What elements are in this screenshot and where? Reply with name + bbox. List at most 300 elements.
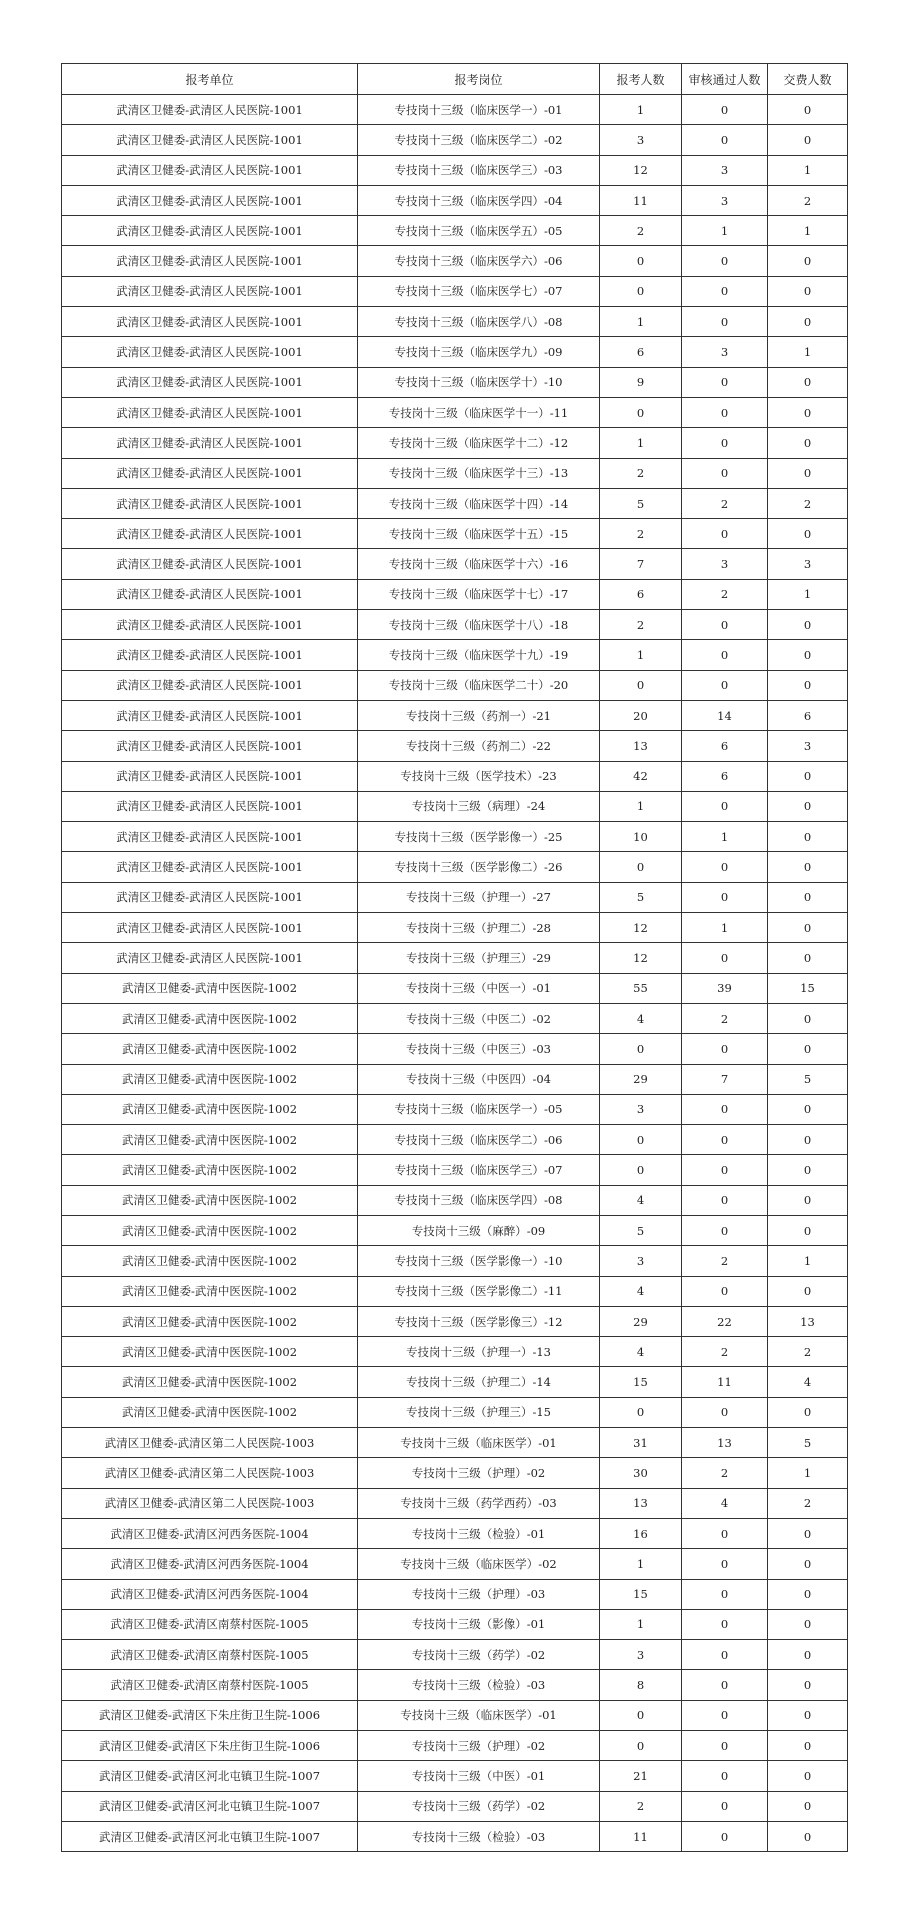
cell-post: 专技岗十三级（检验）-03 [358,1670,600,1700]
cell-applicants: 0 [600,1034,682,1064]
cell-unit: 武清区卫健委-武清区人民医院-1001 [62,882,358,912]
cell-paid: 5 [768,1428,848,1458]
table-row [62,1337,848,1367]
cell-post: 专技岗十三级（中医二）-02 [358,1003,600,1033]
cell-approved: 0 [682,1731,768,1761]
cell-approved: 0 [682,1215,768,1245]
cell-unit: 武清区卫健委-武清中医医院-1002 [62,1215,358,1245]
cell-applicants: 1 [600,307,682,337]
table-row [62,1700,848,1730]
table-row [62,1215,848,1245]
cell-paid: 0 [768,640,848,670]
cell-approved: 0 [682,882,768,912]
cell-paid: 0 [768,428,848,458]
table-row [62,185,848,215]
table-row [62,397,848,427]
table-row [62,761,848,791]
cell-paid: 5 [768,1064,848,1094]
cell-paid: 13 [768,1306,848,1336]
cell-approved: 0 [682,1761,768,1791]
cell-post: 专技岗十三级（临床医学二）-02 [358,125,600,155]
cell-post: 专技岗十三级（护理三）-15 [358,1397,600,1427]
header-paid: 交费人数 [768,64,848,95]
cell-paid: 1 [768,1458,848,1488]
cell-approved: 0 [682,1034,768,1064]
cell-unit: 武清区卫健委-武清区人民医院-1001 [62,155,358,185]
cell-paid: 3 [768,549,848,579]
cell-unit: 武清区卫健委-武清中医医院-1002 [62,1125,358,1155]
cell-applicants: 30 [600,1458,682,1488]
cell-paid: 0 [768,943,848,973]
cell-paid: 0 [768,276,848,306]
cell-post: 专技岗十三级（临床医学四）-04 [358,185,600,215]
cell-applicants: 10 [600,822,682,852]
table-row [62,458,848,488]
cell-post: 专技岗十三级（临床医学五）-05 [358,216,600,246]
cell-paid: 2 [768,1488,848,1518]
cell-unit: 武清区卫健委-武清区人民医院-1001 [62,337,358,367]
cell-applicants: 31 [600,1428,682,1458]
cell-post: 专技岗十三级（临床医学十一）-11 [358,397,600,427]
cell-applicants: 29 [600,1306,682,1336]
cell-approved: 2 [682,488,768,518]
cell-paid: 0 [768,1791,848,1821]
cell-post: 专技岗十三级（临床医学）-02 [358,1549,600,1579]
cell-applicants: 42 [600,761,682,791]
table-row [62,852,848,882]
table-row [62,1549,848,1579]
cell-post: 专技岗十三级（临床医学七）-07 [358,276,600,306]
cell-applicants: 8 [600,1670,682,1700]
cell-applicants: 3 [600,1640,682,1670]
cell-applicants: 13 [600,1488,682,1518]
cell-applicants: 4 [600,1337,682,1367]
cell-post: 专技岗十三级（药学）-02 [358,1640,600,1670]
table-row [62,1125,848,1155]
cell-paid: 0 [768,1549,848,1579]
cell-approved: 0 [682,1518,768,1548]
cell-post: 专技岗十三级（护理二）-28 [358,913,600,943]
cell-post: 专技岗十三级（临床医学十三）-13 [358,458,600,488]
cell-unit: 武清区卫健委-武清区河西务医院-1004 [62,1579,358,1609]
cell-post: 专技岗十三级（医学影像二）-11 [358,1276,600,1306]
cell-paid: 1 [768,337,848,367]
cell-paid: 0 [768,1215,848,1245]
table-row [62,579,848,609]
table-row [62,1791,848,1821]
cell-unit: 武清区卫健委-武清区人民医院-1001 [62,367,358,397]
cell-unit: 武清区卫健委-武清中医医院-1002 [62,1246,358,1276]
cell-post: 专技岗十三级（护理）-03 [358,1579,600,1609]
cell-approved: 0 [682,852,768,882]
cell-approved: 2 [682,1458,768,1488]
cell-post: 专技岗十三级（医学影像二）-26 [358,852,600,882]
cell-unit: 武清区卫健委-武清区人民医院-1001 [62,185,358,215]
cell-unit: 武清区卫健委-武清中医医院-1002 [62,1003,358,1033]
cell-approved: 0 [682,1397,768,1427]
table-row [62,670,848,700]
cell-post: 专技岗十三级（临床医学十八）-18 [358,610,600,640]
cell-approved: 22 [682,1306,768,1336]
header-approved: 审核通过人数 [682,64,768,95]
cell-unit: 武清区卫健委-武清区人民医院-1001 [62,397,358,427]
cell-paid: 0 [768,367,848,397]
cell-post: 专技岗十三级（临床医学六）-06 [358,246,600,276]
cell-approved: 0 [682,640,768,670]
cell-approved: 0 [682,307,768,337]
cell-approved: 2 [682,579,768,609]
table-row [62,1458,848,1488]
cell-applicants: 0 [600,397,682,427]
cell-approved: 11 [682,1367,768,1397]
cell-applicants: 2 [600,216,682,246]
cell-approved: 0 [682,276,768,306]
table-row [62,1488,848,1518]
table-row [62,973,848,1003]
cell-post: 专技岗十三级（药剂二）-22 [358,731,600,761]
cell-unit: 武清区卫健委-武清区第二人民医院-1003 [62,1428,358,1458]
table-row [62,1246,848,1276]
table-row [62,1064,848,1094]
cell-unit: 武清区卫健委-武清中医医院-1002 [62,1337,358,1367]
cell-applicants: 0 [600,276,682,306]
table-row [62,1821,848,1851]
cell-unit: 武清区卫健委-武清区人民医院-1001 [62,791,358,821]
cell-paid: 4 [768,1367,848,1397]
cell-paid: 0 [768,1125,848,1155]
cell-post: 专技岗十三级（临床医学）-01 [358,1700,600,1730]
cell-approved: 3 [682,549,768,579]
cell-post: 专技岗十三级（中医）-01 [358,1761,600,1791]
cell-paid: 0 [768,670,848,700]
cell-applicants: 20 [600,700,682,730]
cell-paid: 0 [768,397,848,427]
cell-approved: 0 [682,1185,768,1215]
cell-approved: 2 [682,1003,768,1033]
cell-applicants: 15 [600,1579,682,1609]
table-row [62,428,848,458]
cell-post: 专技岗十三级（临床医学十六）-16 [358,549,600,579]
cell-approved: 1 [682,822,768,852]
cell-post: 专技岗十三级（中医三）-03 [358,1034,600,1064]
cell-approved: 13 [682,1428,768,1458]
cell-unit: 武清区卫健委-武清区南蔡村医院-1005 [62,1670,358,1700]
cell-approved: 0 [682,610,768,640]
cell-unit: 武清区卫健委-武清中医医院-1002 [62,1094,358,1124]
cell-applicants: 12 [600,913,682,943]
cell-approved: 0 [682,1640,768,1670]
cell-post: 专技岗十三级（医学技术）-23 [358,761,600,791]
cell-applicants: 3 [600,125,682,155]
table-row [62,1003,848,1033]
cell-paid: 0 [768,1034,848,1064]
cell-approved: 0 [682,367,768,397]
cell-unit: 武清区卫健委-武清中医医院-1002 [62,1034,358,1064]
cell-applicants: 1 [600,1609,682,1639]
cell-unit: 武清区卫健委-武清区人民医院-1001 [62,761,358,791]
cell-paid: 2 [768,1337,848,1367]
cell-applicants: 1 [600,428,682,458]
cell-approved: 0 [682,1579,768,1609]
cell-paid: 0 [768,1579,848,1609]
cell-post: 专技岗十三级（护理）-02 [358,1731,600,1761]
table-row [62,488,848,518]
cell-applicants: 2 [600,610,682,640]
table-row [62,1034,848,1064]
table-header [62,64,848,95]
cell-unit: 武清区卫健委-武清中医医院-1002 [62,1185,358,1215]
cell-unit: 武清区卫健委-武清区河西务医院-1004 [62,1549,358,1579]
cell-post: 专技岗十三级（护理一）-13 [358,1337,600,1367]
cell-applicants: 5 [600,1215,682,1245]
cell-unit: 武清区卫健委-武清区人民医院-1001 [62,731,358,761]
cell-paid: 0 [768,1761,848,1791]
cell-applicants: 5 [600,882,682,912]
cell-paid: 0 [768,1185,848,1215]
cell-unit: 武清区卫健委-武清区河西务医院-1004 [62,1518,358,1548]
cell-unit: 武清区卫健委-武清区人民医院-1001 [62,822,358,852]
cell-post: 专技岗十三级（临床医学一）-05 [358,1094,600,1124]
cell-unit: 武清区卫健委-武清中医医院-1002 [62,1155,358,1185]
cell-unit: 武清区卫健委-武清区人民医院-1001 [62,913,358,943]
cell-post: 专技岗十三级（临床医学二）-06 [358,1125,600,1155]
cell-paid: 1 [768,216,848,246]
cell-approved: 0 [682,1155,768,1185]
cell-approved: 7 [682,1064,768,1094]
cell-approved: 6 [682,761,768,791]
cell-unit: 武清区卫健委-武清中医医院-1002 [62,1276,358,1306]
table-row [62,246,848,276]
cell-post: 专技岗十三级（医学影像一）-10 [358,1246,600,1276]
cell-approved: 0 [682,1549,768,1579]
cell-unit: 武清区卫健委-武清区河北屯镇卫生院-1007 [62,1821,358,1851]
cell-post: 专技岗十三级（药剂一）-21 [358,700,600,730]
table-row [62,216,848,246]
cell-paid: 0 [768,1276,848,1306]
cell-unit: 武清区卫健委-武清区人民医院-1001 [62,549,358,579]
table-row [62,882,848,912]
cell-applicants: 11 [600,1821,682,1851]
table-row [62,519,848,549]
cell-unit: 武清区卫健委-武清区人民医院-1001 [62,519,358,549]
table-row [62,1761,848,1791]
header-post: 报考岗位 [358,64,600,95]
cell-applicants: 9 [600,367,682,397]
cell-approved: 39 [682,973,768,1003]
cell-approved: 0 [682,1276,768,1306]
cell-post: 专技岗十三级（药学西药）-03 [358,1488,600,1518]
cell-paid: 15 [768,973,848,1003]
cell-applicants: 6 [600,337,682,367]
cell-unit: 武清区卫健委-武清区人民医院-1001 [62,95,358,125]
cell-paid: 0 [768,1609,848,1639]
cell-post: 专技岗十三级（检验）-01 [358,1518,600,1548]
cell-paid: 0 [768,458,848,488]
cell-unit: 武清区卫健委-武清区人民医院-1001 [62,852,358,882]
cell-paid: 0 [768,307,848,337]
header-unit: 报考单位 [62,64,358,95]
cell-paid: 0 [768,1640,848,1670]
cell-applicants: 1 [600,1549,682,1579]
cell-unit: 武清区卫健委-武清区人民医院-1001 [62,670,358,700]
cell-paid: 0 [768,1821,848,1851]
cell-paid: 2 [768,488,848,518]
cell-applicants: 12 [600,155,682,185]
table-row [62,367,848,397]
cell-applicants: 2 [600,1791,682,1821]
cell-approved: 0 [682,1821,768,1851]
cell-unit: 武清区卫健委-武清区人民医院-1001 [62,943,358,973]
table-row [62,307,848,337]
cell-approved: 0 [682,1094,768,1124]
cell-unit: 武清区卫健委-武清区人民医院-1001 [62,579,358,609]
cell-unit: 武清区卫健委-武清区人民医院-1001 [62,610,358,640]
cell-post: 专技岗十三级（临床医学一）-01 [358,95,600,125]
table-row [62,549,848,579]
cell-paid: 0 [768,610,848,640]
cell-approved: 3 [682,337,768,367]
cell-applicants: 0 [600,246,682,276]
cell-approved: 0 [682,1700,768,1730]
cell-applicants: 16 [600,1518,682,1548]
cell-unit: 武清区卫健委-武清区人民医院-1001 [62,276,358,306]
cell-post: 专技岗十三级（护理一）-27 [358,882,600,912]
table-row [62,1670,848,1700]
cell-unit: 武清区卫健委-武清区人民医院-1001 [62,458,358,488]
cell-applicants: 0 [600,1155,682,1185]
cell-unit: 武清区卫健委-武清区河北屯镇卫生院-1007 [62,1791,358,1821]
cell-unit: 武清区卫健委-武清中医医院-1002 [62,1064,358,1094]
cell-post: 专技岗十三级（临床医学二十）-20 [358,670,600,700]
table-row [62,1518,848,1548]
cell-approved: 1 [682,913,768,943]
table-row [62,943,848,973]
cell-unit: 武清区卫健委-武清区南蔡村医院-1005 [62,1609,358,1639]
cell-paid: 0 [768,1518,848,1548]
cell-paid: 6 [768,700,848,730]
cell-applicants: 0 [600,1731,682,1761]
cell-applicants: 12 [600,943,682,973]
cell-approved: 3 [682,155,768,185]
table-body [62,95,848,1852]
cell-post: 专技岗十三级（临床医学八）-08 [358,307,600,337]
cell-applicants: 7 [600,549,682,579]
cell-paid: 0 [768,1700,848,1730]
table-row [62,1367,848,1397]
cell-applicants: 4 [600,1276,682,1306]
cell-applicants: 4 [600,1185,682,1215]
cell-approved: 0 [682,670,768,700]
header-row [62,64,848,95]
table-row [62,791,848,821]
cell-approved: 0 [682,1125,768,1155]
cell-approved: 0 [682,428,768,458]
cell-approved: 0 [682,397,768,427]
cell-post: 专技岗十三级（临床医学四）-08 [358,1185,600,1215]
cell-post: 专技岗十三级（临床医学十七）-17 [358,579,600,609]
cell-applicants: 0 [600,1125,682,1155]
cell-unit: 武清区卫健委-武清区第二人民医院-1003 [62,1458,358,1488]
cell-applicants: 1 [600,640,682,670]
cell-applicants: 0 [600,852,682,882]
cell-approved: 0 [682,943,768,973]
cell-unit: 武清区卫健委-武清区人民医院-1001 [62,246,358,276]
cell-paid: 0 [768,125,848,155]
table-row [62,1155,848,1185]
cell-applicants: 2 [600,519,682,549]
cell-approved: 3 [682,185,768,215]
cell-paid: 1 [768,1246,848,1276]
cell-post: 专技岗十三级（临床医学十）-10 [358,367,600,397]
cell-paid: 0 [768,1155,848,1185]
cell-applicants: 6 [600,579,682,609]
header-applicants: 报考人数 [600,64,682,95]
cell-paid: 0 [768,761,848,791]
cell-approved: 14 [682,700,768,730]
table-row [62,1640,848,1670]
cell-applicants: 2 [600,458,682,488]
cell-unit: 武清区卫健委-武清区人民医院-1001 [62,216,358,246]
table-row [62,610,848,640]
cell-approved: 2 [682,1337,768,1367]
cell-paid: 1 [768,579,848,609]
cell-approved: 0 [682,1609,768,1639]
cell-post: 专技岗十三级（临床医学十二）-12 [358,428,600,458]
table-row [62,1185,848,1215]
cell-unit: 武清区卫健委-武清中医医院-1002 [62,1397,358,1427]
registration-table [61,63,848,1852]
cell-paid: 0 [768,95,848,125]
cell-post: 专技岗十三级（临床医学十五）-15 [358,519,600,549]
cell-unit: 武清区卫健委-武清区人民医院-1001 [62,125,358,155]
cell-applicants: 1 [600,791,682,821]
table-row [62,731,848,761]
cell-approved: 0 [682,125,768,155]
table-row [62,337,848,367]
cell-approved: 0 [682,519,768,549]
cell-paid: 0 [768,852,848,882]
cell-post: 专技岗十三级（麻醉）-09 [358,1215,600,1245]
cell-post: 专技岗十三级（药学）-02 [358,1791,600,1821]
cell-post: 专技岗十三级（检验）-03 [358,1821,600,1851]
table-row [62,822,848,852]
cell-applicants: 0 [600,670,682,700]
cell-paid: 0 [768,519,848,549]
table-row [62,1731,848,1761]
cell-paid: 2 [768,185,848,215]
cell-unit: 武清区卫健委-武清区人民医院-1001 [62,307,358,337]
cell-unit: 武清区卫健委-武清中医医院-1002 [62,973,358,1003]
table-row [62,125,848,155]
cell-paid: 0 [768,913,848,943]
cell-applicants: 55 [600,973,682,1003]
cell-post: 专技岗十三级（护理三）-29 [358,943,600,973]
cell-paid: 0 [768,1731,848,1761]
cell-post: 专技岗十三级（临床医学三）-03 [358,155,600,185]
cell-approved: 0 [682,1791,768,1821]
cell-paid: 0 [768,1397,848,1427]
cell-applicants: 3 [600,1094,682,1124]
cell-approved: 2 [682,1246,768,1276]
cell-post: 专技岗十三级（医学影像三）-12 [358,1306,600,1336]
cell-paid: 1 [768,155,848,185]
cell-approved: 0 [682,1670,768,1700]
cell-paid: 3 [768,731,848,761]
cell-applicants: 0 [600,1700,682,1730]
table-row [62,1428,848,1458]
cell-post: 专技岗十三级（中医四）-04 [358,1064,600,1094]
table-row [62,1094,848,1124]
